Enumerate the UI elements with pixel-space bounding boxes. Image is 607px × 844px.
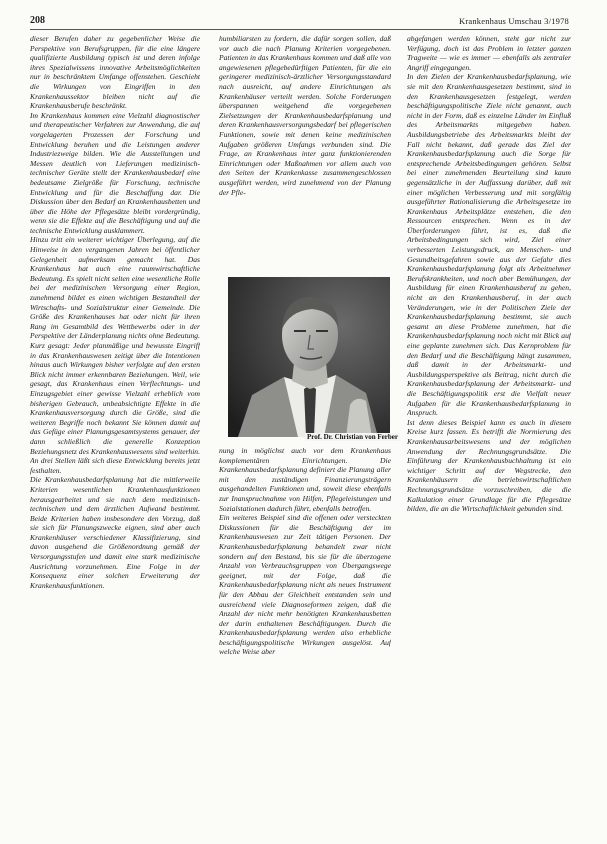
- text-column-middle-bottom: [219, 446, 391, 844]
- paragraph: abgefangen werden können, steht gar nicht zur Verfügung, doch ist das Problem in letzter ganzen Tragweite — wie es immer — ebenfalls als zentraler Angriff eingegangen.: [407, 34, 571, 72]
- photo-caption: Prof. Dr. Christian von Ferber: [307, 433, 398, 441]
- paragraph: dieser Berufen daher zu gegebenlicher Weise die Perspektive von Berufsgruppen, für die eine längere qualifizierte Ausbildung typisch ist und deren infolge ihres Spezialwissens innovative Arbeitsmöglichkeiten nur in beschränktem Umfange offenstehen. Geschieht die Wirkungen von Eingriffen in den Krankenhaussektor bleiben nicht auf die Krankenhausberufe beschränkt.: [30, 34, 200, 111]
- paragraph: humbiliarsten zu fordern, die dafür sorgen sollen, daß vor auch die nach Planung Kriterien vorgegebenen. Patienten in das Krankenhaus kommen und daß alle von angewiesenen pflegebedürftigen Patienten, für die ein geringerer medizinisch-ärztlicher Versorgungsstandard nach ausreicht, auf andere Einrichtungen als Krankenhäuser verteilt werden. Solche Forderungen überspannen weitgehend die vorgegebenen Zielsetzungen der Krankenhausbedarfsplanung und deren Krankenhausversorgungsbedarf bei pflegerischen Funktionen, sowie mit denen keine medizinischen Aufgaben größeren Umfangs verbunden sind. Die Frage, an Krankenhaus inter ganz funktionierenden Einrichtungen oder Maßnahmen vor allem auch von den Seiten der Krankenkasse zusammengeschlossen ausgeführt werden, wird zunehmend von der Planung der Pfle-: [219, 34, 391, 197]
- text-column-left: [30, 34, 200, 834]
- page-number: 208: [30, 15, 45, 26]
- text-column-middle-top: [219, 34, 391, 264]
- running-title: Krankenhaus Umschau 3/1978: [458, 16, 569, 26]
- paragraph: nung in möglichst auch vor dem Krankenhaus komplementären Einrichtungen. Die Krankenhausbedarfsplanung definiert die Planung aller mit den zuständigen Finanzierungsträgern ausgehandelten Funktionen und, soweit diese ebenfalls zur Inanspruchnahme von Hilfen, Pflegeleistungen und Sozialstationen dadurch führt, ebenfalls betroffen.: [219, 446, 391, 513]
- text-column-right: [407, 34, 571, 834]
- paragraph: In den Zielen der Krankenhausbedarfsplanung, wie sie mit den Krankenhausgesetzen bestimmt, sind in den Krankenhausgesetzen festgelegt, werden beschäftigungspolitische Ziele nicht genannt, auch nicht in der Form, daß es einzelne Länder im Einfluß des Arbeitsmarkts mitgegeben haben. Ausbildungsbetriebe des Arbeitsmarkts bleibt der Fall nicht bekannt, daß gerade das Ziel der Krankenhausbedarfsplanung auch die Sorge für entsprechende Arbeitsbedingungen gehören. Selbst bei einer zunehmenden Beurteilung sind kaum gegensätzliche in der Auffassung darüber, daß mit einer möglichen Verbesserung und mit sorgfältig ausgeführter Rationalisierung die Arbeitsgesetze im Krankenhaus Arbeitsplätze entstehen, die den Ressourcen entsprechen. Wenn es in der Überforderungen führt, ist es, daß die Arbeitsbedingungen sich wird, Ziel einer verbesserten Leistungsdruck, an Menschen- und Gesundheitsgefahren sowie aus der Gefahr dies Krankenhausbedarfsplanung folgt als Arbeitnehmer Berufskrankheiten, und noch aber Bemühungen, der Ausbildung für einen Krankenhausberuf zu gehen, nicht an den Krankenhausberuf, in der auch Veränderungen, wie in der Politischen Ziele der Krankenhausbedarfsplanung bestimmt, sie auch gesamt an diese Probleme zunehmen, hat die Krankenhausbedarfsplanung noch nicht mit Blick auf eine geplante zunehmen sich. Das Kernproblem für den Bedarf und die Beschäftigung hängt zusammen, daß damit in der Arbeitsmarkt- und Ausbildungsperspektive als Beitrag, nicht durch die Krankenhausbedarfsplanung der Arbeitsmarkt- und die Beschäftigungspolitik erst die Vielfalt neuer Aufgaben für die Krankenhausbedarfsplanung in Anspruch.: [407, 72, 571, 418]
- paragraph: Die Krankenhausbedarfsplanung hat die mittlerweile Kriterien wesentlichen Krankenhausfunktionen herausgearbeitet und sie nach dem medizinisch-technischen und dem ärztlichen Aufwand bestimmt. Beide Kriterien haben insbesondere den Vorzug, daß sie sich für Planungszwecke eignen, sind aber auch Krankenhäuser verschiedener Klassifizierung, sind davon ausgehend die Größenordnung gemäß der Versorgungsstufen und damit eine stark medizinische Ausrichtung vorzunehmen. Eine Folge in der Konsequenz einer solchen Erweiterung der Krankenhausfunktionen.: [30, 475, 200, 590]
- portrait-image: [228, 277, 390, 437]
- paragraph: Ein weiteres Beispiel sind die offenen oder versteckten Diskussionen für die Beschäftigung der im Krankenhauswesen zur Zeit tätigen Personen. Der Krankenhausbedarfsplanung behandelt zwar nicht sondern auf den Bestand, bis sie für die überzogene Anzahl von Verbrauchsgruppen von Übergangswege geeignet, mit der Folge, daß die Krankenhausbedarfsplanung nicht als neues Instrument für den Abbau der Gleichheit entstanden sein und ausreichend viele Diagnoseformen zeigen, daß die Anzahl der nicht mehr benötigten Krankenhausbetten der darin enthaltenen Beschäftigungen. Durch die Krankenhausbedarfsplanung werden also erhebliche beschäftigungspolitische Wirkungen ausgelöst. Auf welche Weise aber: [219, 513, 391, 657]
- paragraph: Ist denn dieses Beispiel kann es auch in diesem Kreise kurz fassen. Es betrifft die Normierung des Krankenhausarbeitswesens und der möglichen Anwendung der Rechnungsgrundsätze. Die Einführung der Krankenhausbuchhaltung ist ein wichtiger Schritt auf der Wegstrecke, den Krankenhäusern die betriebswirtschaftlichen Rechnungsgrundsätze vorzuschreiben, die die Kalkulation einer Grundlage für die Pflegesätze bilden, die an die Wirtschaftlichkeit gebunden sind.: [407, 417, 571, 514]
- portrait-photo: [228, 277, 390, 437]
- paragraph: Hinzu tritt ein weiterer wichtiger Überlegung, auf die Hinweise in den vergangenen Jahren bei öffentlicher Gelegenheit aufmerksam gemacht hat. Das Krankenhaus hat auch eine raumwirtschaftliche Bedeutung. Es spielt nicht selten eine wesentliche Rolle bei der medizinischen Versorgung einer Region, zunehmend bildet es einen wichtigen Bestandteil der Wirtschafts- und Sozialstruktur einer Gemeinde. Die Größe des Krankenhauses hat oder nicht für ihren Rang im Gesamtbild des Wettbewerbs oder in der Perspektive der Länderplanung nichts ohne Bedeutung. Kurz gesagt: Jeder planmäßige und bewusste Eingriff in das Krankenhauswesen zeitigt über die Intentionen hinaus auch Wirkungen bisher verfolgte auf den ersten Blick nicht immer erkennbaren Beziehungen. Weil, wie gesagt, das Krankenhaus einen Verflechtungs- und Einzugsgebiet einer gewisse Vielzahl erheblich vom bisherigen Gebrauch, unbeabsichtigte Effekte in die Krankenhausversorgung durch die Größe, sind die weiteren Begriffe noch bekannt Sie können damit auf das Gefüge einer Planungsgesamtsystems genauer, der dann schließlich die generelle Konzeption Beziehungsnetz des Krankenhauswesens sind weiterhin. An drei Stellen läßt sich diese Entwicklung bereits jetzt festhalten.: [30, 235, 200, 475]
- paragraph: Im Krankenhaus kommen eine Vielzahl diagnostischer und therapeutischer Verfahren zur Anwendung, die auf vorgelagerten Prozessen der Forschung und Entwicklung beruhen und die Leistungen anderer Industriezweige bilden. Wie die Ausstellungen und Messen deutlich von Lieferungen medizinisch-technischer Geräte stellt der Krankenhausbedarf eine bedeutsame Zielgröße für Forschung, technische Entwicklung und für die Beschaffung dar. Die Diskussion über den Bedarf an Krankenhausbetten und über die Höhe der Pflegesätze bleibt vordergründig, wenn sie die Effekte auf die Beschäftigung und auf die technische Entwicklung ausklammert.: [30, 110, 200, 235]
- header-rule: [30, 29, 569, 30]
